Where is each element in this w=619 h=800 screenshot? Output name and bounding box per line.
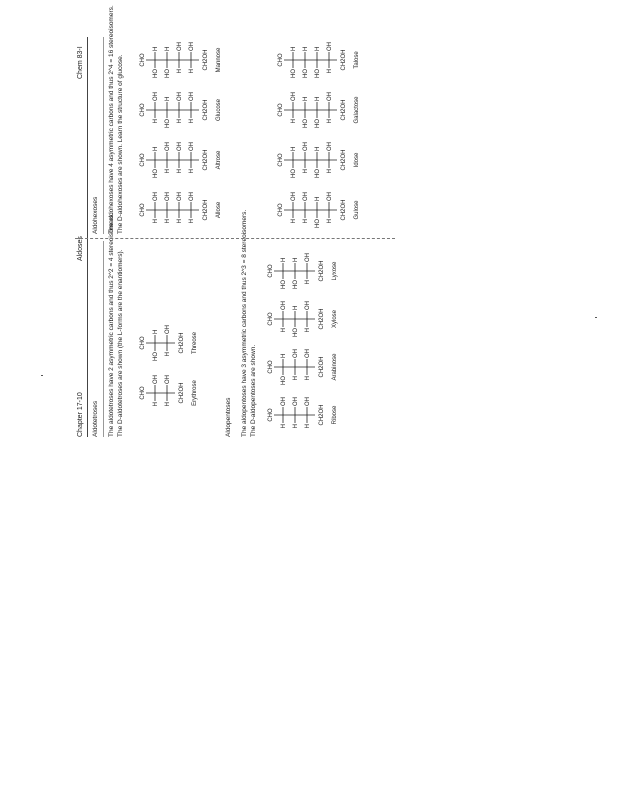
fisher-projection-ribose [265,393,339,437]
right-substituent: OH [327,42,333,51]
right-substituent: OH [189,142,195,151]
sugar-name: Galactose [354,96,360,124]
fisher-projection-xylose [265,297,339,341]
header-course: Chem 83-I [77,46,84,79]
right-substituent: H [281,257,287,262]
left-substituent: HO [153,352,159,361]
aldotetroses-text-1: The aldotetroses have 2 asymmetric carbons and thus 2^2 = 4 stereoisomers. [108,213,115,437]
aldopentoses-text-2: The D-aldopentoses are shown. [250,344,257,437]
fisher-projection-idose [275,138,361,182]
left-substituent: H [293,424,299,429]
right-substituent: H [293,305,299,310]
sugar-name: Erythrose [192,380,198,406]
right-substituent: OH [165,142,171,151]
left-substituent: HO [291,69,297,78]
left-substituent: H [327,119,333,124]
aldotetroses-text-2: The D-aldotetroses are shown (the L-forms are the enantiomers). [117,249,124,437]
left-substituent: H [165,219,171,224]
aldehyde-group: CHO [268,312,274,326]
fisher-projection-galactose [275,88,361,132]
left-substituent: HO [303,119,309,128]
left-substituent: HO [165,69,171,78]
aldehyde-group: CHO [140,153,146,167]
aldehyde-group: CHO [140,336,146,350]
left-substituent: H [303,169,309,174]
right-substituent: OH [281,301,287,310]
left-substituent: H [281,328,287,333]
left-substituent: H [189,69,195,74]
left-substituent: H [177,169,183,174]
right-substituent: H [315,146,321,151]
left-substituent: HO [293,280,299,289]
header-rule [87,37,88,437]
aldehyde-group: CHO [140,53,146,67]
hydroxymethyl-group: CH2OH [203,49,209,71]
left-substituent: HO [153,69,159,78]
right-substituent: OH [305,397,311,406]
right-substituent: H [153,46,159,51]
right-substituent: OH [291,192,297,201]
sugar-name: Talose [354,51,360,69]
hydroxymethyl-group: CH2OH [341,199,347,221]
left-substituent: H [177,219,183,224]
aldehyde-group: CHO [268,408,274,422]
hydroxymethyl-group: CH2OH [179,332,185,354]
aldopentoses-title: Aldopentoses [225,397,232,437]
sugar-name: Allose [216,201,222,219]
left-substituent: H [327,169,333,174]
aldehyde-group: CHO [268,360,274,374]
left-substituent: HO [315,69,321,78]
right-substituent: OH [305,253,311,262]
sugar-name: Gulose [354,200,360,220]
left-substituent: HO [303,69,309,78]
right-substituent: H [165,46,171,51]
left-substituent: HO [281,376,287,385]
header-title: Aldoses [77,236,84,261]
aldopentoses-text-1: The aldopentoses have 3 asymmetric carbons and thus 2^3 = 8 stereoisomers. [241,209,248,437]
fisher-projection-erythrose [137,371,199,415]
sugar-name: Altrose [216,150,222,170]
right-substituent: H [315,46,321,51]
hydroxymethyl-group: CH2OH [203,199,209,221]
right-substituent: OH [293,349,299,358]
aldehyde-group: CHO [140,386,146,400]
right-substituent: OH [165,192,171,201]
right-substituent: OH [327,142,333,151]
right-substituent: OH [281,397,287,406]
hydroxymethyl-group: CH2OH [319,404,325,426]
rotated-document-page [75,5,395,437]
hydroxymethyl-group: CH2OH [341,149,347,171]
sugar-name: Lyxose [332,261,338,281]
sugar-name: Mannose [216,47,222,73]
left-substituent: H [305,328,311,333]
right-substituent: OH [189,42,195,51]
fisher-projection-gulose [275,188,361,232]
right-substituent: OH [177,142,183,151]
left-substituent: H [327,219,333,224]
hydroxymethyl-group: CH2OH [319,356,325,378]
right-substituent: OH [305,301,311,310]
right-substituent: H [153,329,159,334]
hydroxymethyl-group: CH2OH [341,99,347,121]
left-substituent: H [153,402,159,407]
left-substituent: H [305,280,311,285]
left-substituent: H [165,402,171,407]
fisher-projection-arabinose [265,345,339,389]
left-substituent: H [303,219,309,224]
fisher-projection-altrose [137,138,223,182]
fisher-projection-allose [137,188,223,232]
aldohexoses-rule [103,37,104,234]
aldotetroses-rule [103,241,104,437]
right-substituent: OH [303,192,309,201]
header-chapter: Chapter 17-10 [77,392,84,437]
left-substituent: H [291,219,297,224]
hydroxymethyl-group: CH2OH [203,99,209,121]
right-substituent: OH [327,192,333,201]
right-substituent: OH [153,192,159,201]
right-substituent: H [165,96,171,101]
aldehyde-group: CHO [278,153,284,167]
right-substituent: OH [177,92,183,101]
left-substituent: HO [291,169,297,178]
right-substituent: H [291,46,297,51]
left-substituent: HO [315,219,321,228]
right-substituent: H [293,257,299,262]
aldotetroses-title: Aldotetroses [92,400,99,437]
right-substituent: OH [177,192,183,201]
hydroxymethyl-group: CH2OH [341,49,347,71]
aldehyde-group: CHO [278,203,284,217]
right-substituent: OH [327,92,333,101]
aldehyde-group: CHO [140,203,146,217]
left-substituent: H [305,376,311,381]
left-substituent: H [305,424,311,429]
right-substituent: OH [189,92,195,101]
scan-speck [41,375,43,376]
right-substituent: H [303,46,309,51]
right-substituent: OH [153,375,159,384]
right-substituent: OH [165,325,171,334]
left-substituent: HO [293,328,299,337]
right-substituent: H [303,96,309,101]
right-substituent: OH [189,192,195,201]
left-substituent: H [177,69,183,74]
aldehyde-group: CHO [278,103,284,117]
fisher-projection-threose [137,321,199,365]
right-substituent: OH [153,92,159,101]
left-substituent: HO [315,119,321,128]
hydroxymethyl-group: CH2OH [319,260,325,282]
left-substituent: H [153,219,159,224]
right-substituent: OH [165,375,171,384]
sugar-name: Xylose [332,309,338,329]
sugar-name: Ribose [332,405,338,425]
right-substituent: OH [291,92,297,101]
scan-speck [595,317,597,318]
hydroxymethyl-group: CH2OH [319,308,325,330]
fisher-projection-talose [275,38,361,82]
aldehyde-group: CHO [140,103,146,117]
aldehyde-group: CHO [278,53,284,67]
sugar-name: Threose [192,331,198,355]
right-substituent: OH [305,349,311,358]
left-substituent: H [281,424,287,429]
left-substituent: HO [165,119,171,128]
aldohexoses-text-2: The D-aldohexoses are shown. Learn the structure of glucose. [117,54,124,234]
right-substituent: H [153,146,159,151]
right-substituent: H [291,146,297,151]
right-substituent: OH [303,142,309,151]
left-substituent: H [189,169,195,174]
fisher-projection-mannose [137,38,223,82]
left-substituent: H [189,219,195,224]
sugar-name: Arabinose [332,353,338,381]
left-substituent: H [291,119,297,124]
right-substituent: H [315,196,321,201]
left-substituent: H [189,119,195,124]
left-substituent: HO [153,169,159,178]
left-substituent: HO [315,169,321,178]
sugar-name: Idose [354,152,360,168]
fisher-projection-lyxose [265,249,339,293]
left-substituent: H [165,352,171,357]
sugar-name: Glucose [216,98,222,122]
left-substituent: H [327,69,333,74]
right-substituent: OH [177,42,183,51]
left-substituent: H [153,119,159,124]
hydroxymethyl-group: CH2OH [203,149,209,171]
aldohexoses-title: Aldohexoses [92,196,99,234]
aldohexoses-text-1: The aldohexoses have 4 asymmetric carbons and thus 2^4 = 16 stereoisomers. [108,5,115,234]
column-divider [75,238,395,239]
right-substituent: OH [293,397,299,406]
right-substituent: H [281,353,287,358]
aldehyde-group: CHO [268,264,274,278]
left-substituent: H [177,119,183,124]
left-substituent: H [165,169,171,174]
hydroxymethyl-group: CH2OH [179,382,185,404]
fisher-projection-glucose [137,88,223,132]
right-substituent: H [315,96,321,101]
left-substituent: H [293,376,299,381]
left-substituent: HO [281,280,287,289]
